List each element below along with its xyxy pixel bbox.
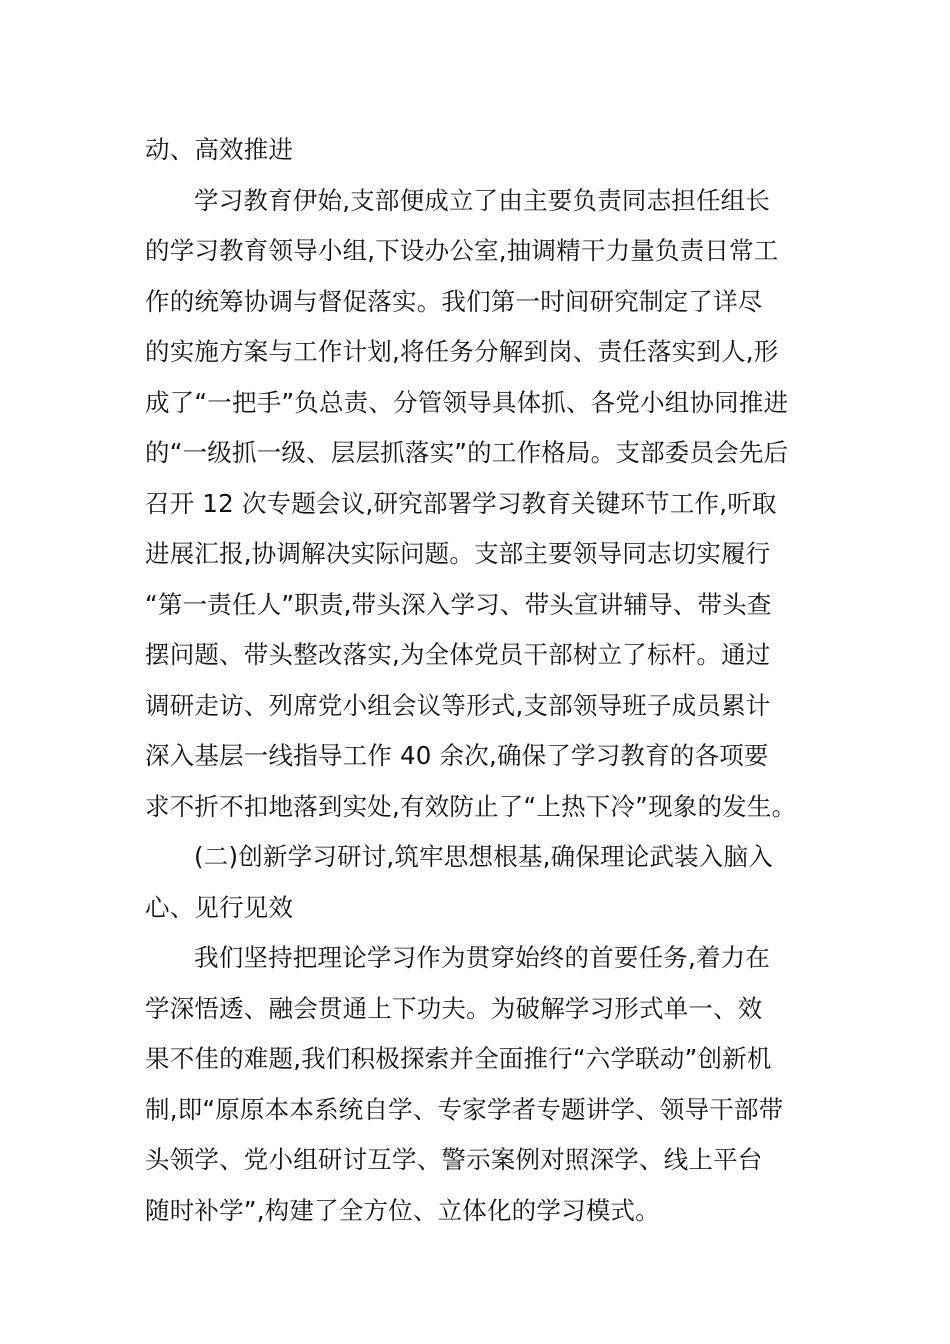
paragraph-1-line: 召开 12 次专题会议,研究部署学习教育关键环节工作,听取: [145, 488, 777, 518]
paragraph-2-line: 果不佳的难题,我们积极探索并全面推行“六学联动”创新机: [145, 1044, 772, 1073]
paragraph-1-line: 摆问题、带头整改落实,为全体党员干部树立了标杆。通过: [145, 640, 771, 669]
paragraph-2-line-1: 我们坚持把理论学习作为贯穿始终的首要任务,着力在: [194, 943, 771, 972]
document-body: [145, 125, 810, 1236]
paragraph-1-line: 的学习教育领导小组,下设办公室,抽调精干力量负责日常工: [145, 236, 779, 265]
paragraph-1-line: 成了“一把手”负总责、分管领导具体抓、各党小组协同推进: [145, 387, 789, 417]
section-heading-line-1: (二)创新学习研讨,筑牢思想根基,确保理论武装入脑入: [194, 842, 773, 871]
paragraph-1-line: 进展汇报,协调解决实际问题。支部主要领导同志切实履行: [145, 539, 771, 568]
section-heading-line-2: 心、见行见效: [145, 892, 294, 922]
paragraph-1-line: 求不折不扣地落到实处,有效防止了“上热下冷”现象的发生。: [145, 791, 797, 821]
paragraph-2-line: 学深悟透、融会贯通上下功夫。为破解学习形式单一、效: [145, 993, 763, 1023]
paragraph-1-line: 的“一级抓一级、层层抓落实”的工作格局。支部委员会先后: [145, 438, 789, 467]
paragraph-2-line: 随时补学”,构建了全方位、立体化的学习模式。: [145, 1195, 660, 1225]
paragraph-1-line: 深入基层一线指导工作 40 余次,确保了学习教育的各项要: [145, 741, 769, 770]
paragraph-1-line: 调研走访、列席党小组会议等形式,支部领导班子成员累计: [145, 690, 771, 720]
text-line-continuation: 动、高效推进: [145, 135, 294, 164]
paragraph-2-line: 制,即“原原本本系统自学、专家学者专题讲学、领导干部带: [145, 1094, 784, 1124]
paragraph-1-line: “第一责任人”职责,带头深入学习、带头宣讲辅导、带头查: [145, 589, 772, 619]
paragraph-1-line-1: 学习教育伊始,支部便成立了由主要负责同志担任组长: [194, 185, 771, 215]
paragraph-1-line: 的实施方案与工作计划,将任务分解到岗、责任落实到人,形: [145, 337, 779, 366]
paragraph-1-line: 作的统筹协调与督促落实。我们第一时间研究制定了详尽: [145, 286, 763, 316]
paragraph-2-line: 头领学、党小组研讨互学、警示案例对照深学、线上平台: [145, 1145, 763, 1174]
